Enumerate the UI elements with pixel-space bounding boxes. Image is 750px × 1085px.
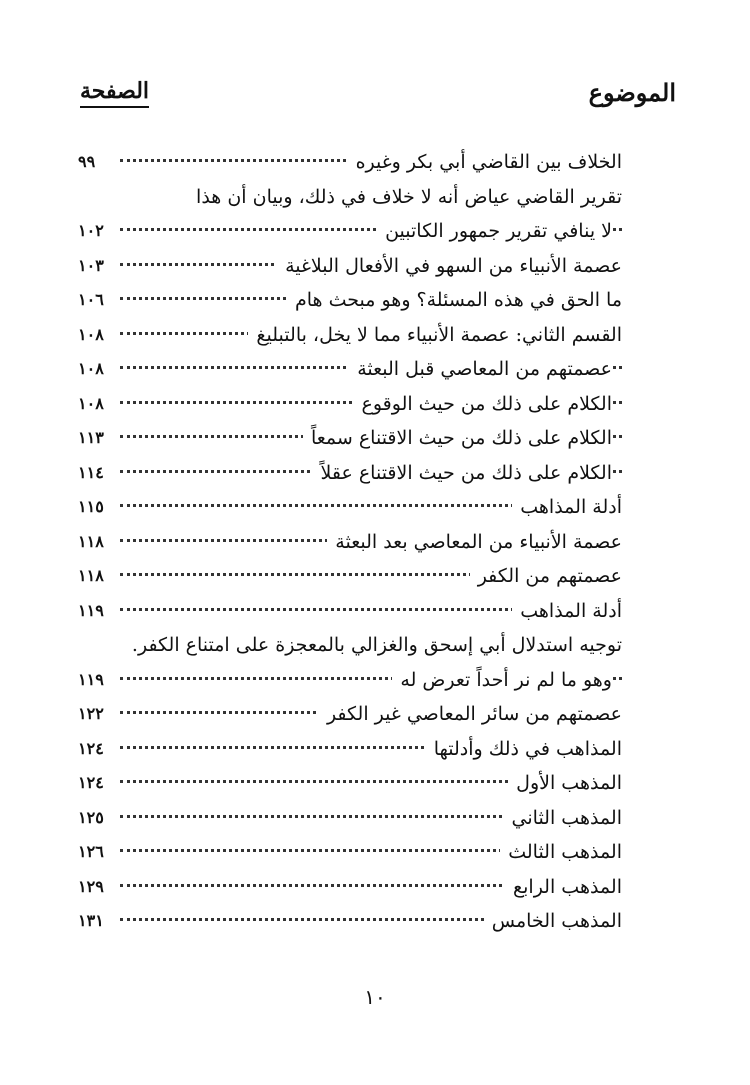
toc-entry	[78, 249, 622, 284]
toc-entry	[78, 214, 622, 249]
toc-entry	[78, 490, 622, 525]
toc-entry-page: ١١٣	[78, 428, 104, 447]
toc-entry-page: ١٠٨	[78, 324, 104, 344]
toc-entry-page: ٩٩	[78, 152, 96, 171]
toc-entry	[78, 835, 622, 870]
toc-entry-title: الكلام على ذلك من حيث الوقوع	[354, 387, 612, 421]
toc-entry	[78, 559, 622, 594]
toc-entry	[78, 663, 622, 698]
toc-entry-title: المذهب الخامس	[484, 904, 622, 938]
toc-entry-title: عصمتهم من الكفر	[470, 559, 622, 593]
toc-entry-title: الكلام على ذلك من حيث الاقتناع عقلاً	[313, 456, 612, 490]
toc-entry-page: ١١٩	[78, 669, 104, 689]
toc-entry	[78, 387, 622, 422]
toc-entry	[78, 904, 622, 939]
toc-entry-title: وهو ما لم نر أحداً تعرض له	[392, 663, 612, 697]
toc-entry-title: الكلام على ذلك من حيث الاقتناع سمعاً	[303, 421, 612, 455]
toc-entry	[78, 870, 622, 905]
toc-entry-page: ١٢٩	[78, 876, 104, 896]
toc-entry-page: ١١٤	[78, 462, 104, 482]
toc-entry-page: ١٢٤	[78, 773, 104, 792]
toc-entry-page: ١١٩	[78, 600, 104, 620]
toc-entry-title: عصمة الأنبياء من السهو في الأفعال البلاغية	[277, 249, 622, 283]
toc-entry-page: ١٠٦	[78, 290, 104, 309]
toc-entry	[78, 180, 622, 215]
toc-entry-title: لا ينافي تقرير جمهور الكاتبين	[377, 214, 612, 248]
page-number: ١٠	[364, 985, 386, 1009]
toc-header	[80, 78, 676, 120]
toc-entry	[78, 525, 622, 560]
toc-entry-page: ١٢٥	[78, 807, 104, 827]
toc-entry-title: عصمة الأنبياء من المعاصي بعد البعثة	[327, 525, 622, 559]
toc-entry	[78, 732, 622, 767]
toc-entry-title: تقرير القاضي عياض أنه لا خلاف في ذلك، وبيان أن هذا	[188, 180, 622, 214]
toc-entry-title: أدلة المذاهب	[512, 490, 622, 524]
toc-entry	[78, 697, 622, 732]
toc-entry-title: الخلاف بين القاضي أبي بكر وغيره	[348, 145, 622, 179]
toc-entry	[78, 456, 622, 491]
toc-entry-title: عصمتهم من المعاصي قبل البعثة	[349, 352, 612, 386]
toc-entry-page: ١١٥	[78, 497, 104, 516]
toc-entry-title: المذاهب في ذلك وأدلتها	[426, 732, 622, 766]
toc-entry-title: المذهب الثالث	[500, 835, 622, 869]
toc-entry-title: القسم الثاني: عصمة الأنبياء مما لا يخل، بالتبليغ	[248, 318, 622, 352]
toc-entry	[78, 628, 622, 663]
toc-entry-page: ١٠٣	[78, 255, 104, 275]
toc-entry-page: ١١٨	[78, 531, 104, 551]
toc-entry-page: ١٠٨	[78, 359, 104, 378]
toc-entry	[78, 145, 622, 180]
toc-entry	[78, 318, 622, 353]
toc-entry	[78, 352, 622, 387]
toc-entry	[78, 421, 622, 456]
toc-entry-page: ١٠٢	[78, 221, 104, 240]
toc-entry	[78, 594, 622, 629]
toc-entry-page: ١١٨	[78, 566, 104, 585]
toc-entry	[78, 801, 622, 836]
toc-entry-title: المذهب الرابع	[505, 870, 622, 904]
toc-entry-page: ١٢٢	[78, 704, 104, 723]
toc-entry-title: توجيه استدلال أبي إسحق والغزالي بالمعجزة على امتناع الكفر.	[124, 628, 622, 662]
toc-entry-title: أدلة المذاهب	[512, 594, 622, 628]
toc-entry-page: ١٢٦	[78, 842, 104, 861]
toc-entry-page: ١٣١	[78, 911, 104, 930]
toc-entry	[78, 766, 622, 801]
toc-entry-title: ما الحق في هذه المسئلة؟ وهو مبحث هام	[287, 283, 622, 317]
toc-entry	[78, 283, 622, 318]
page-column-heading: الصفحة	[80, 78, 149, 108]
topic-column-heading: الموضوع	[588, 78, 676, 107]
table-of-contents	[78, 145, 622, 939]
toc-entry-page: ١٢٤	[78, 738, 104, 758]
toc-entry-title: المذهب الثاني	[504, 801, 622, 835]
toc-entry-title: المذهب الأول	[508, 766, 622, 800]
toc-entry-page: ١٠٨	[78, 393, 104, 413]
toc-entry-title: عصمتهم من سائر المعاصي غير الكفر	[319, 697, 622, 731]
